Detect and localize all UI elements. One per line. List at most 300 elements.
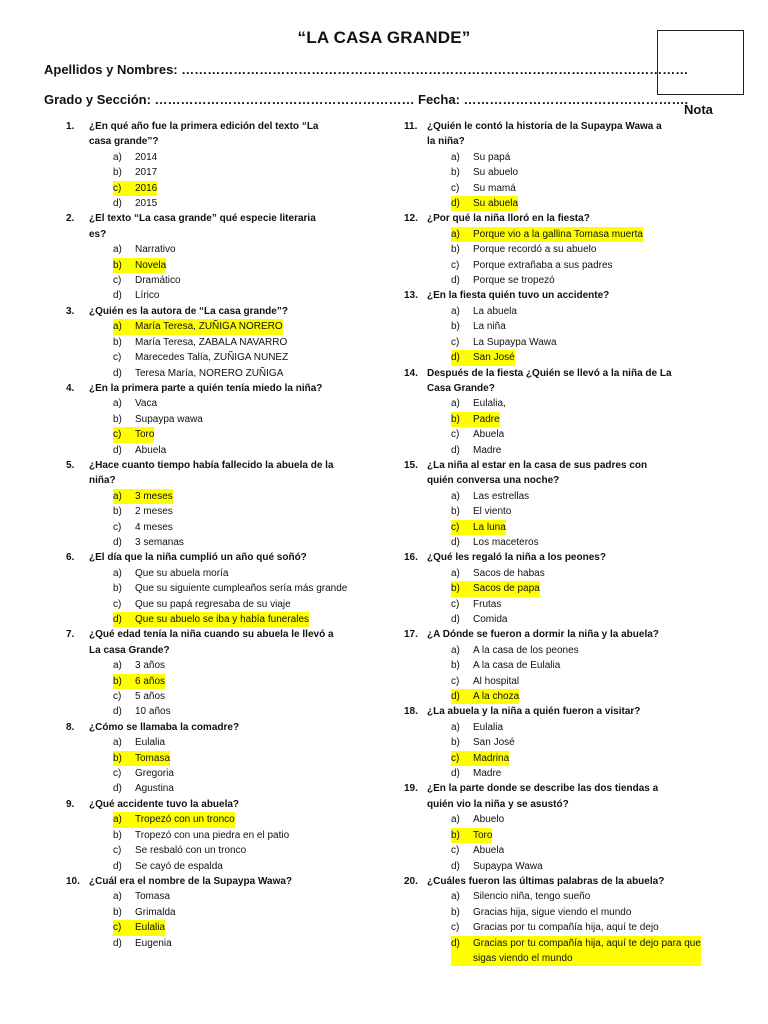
answer-option [66,335,366,350]
option-letter: d) [113,612,135,627]
question-text: ¿Qué les regaló la niña a los peones? [427,552,606,564]
question-text: ¿A Dónde se fueron a dormir la niña y la abuela? [427,629,659,641]
option-letter: a) [113,151,122,163]
option-letter: b) [451,321,460,333]
option-text: 2017 [135,167,158,179]
option-text: A la casa de los peones [473,644,579,656]
option-letter: c) [451,182,460,194]
option-letter: b) [113,167,122,179]
answer-option [66,273,366,288]
option-text: Su abuelo [473,167,519,179]
option-text: Que su abuelo se iba y había funerales [135,612,309,627]
option-letter: d) [451,350,473,365]
answer-option [66,566,366,581]
option-text: Agustina [135,783,174,795]
question [404,119,704,150]
answer-option [404,181,704,196]
answer-option [66,781,366,796]
answer-option [66,165,366,180]
option-text: Padre [473,412,500,427]
question-number: 19. [404,783,418,795]
answer-option [404,843,704,858]
question-number: 16. [404,552,418,564]
answer-option [404,566,704,581]
answer-option-highlighted [404,520,704,535]
answer-option [66,843,366,858]
option-text: Supaypa Wawa [473,860,543,872]
answer-option [404,427,704,442]
question-text: ¿Qué accidente tuvo la abuela? [89,798,240,810]
option-text: Que su papá regresaba de su viaje [135,598,291,610]
option-letter: c) [451,429,460,441]
option-text: A la casa de Eulalia [473,660,561,672]
option-letter: a) [113,812,135,827]
grade-label: Nota [684,102,713,117]
question [404,458,704,489]
option-text: Al hospital [473,675,520,687]
option-text: Gracias hija, sigue viendo el mundo [473,906,632,918]
answer-option [404,304,704,319]
answer-option [66,766,366,781]
option-text: Abuela [473,429,505,441]
option-text: Porque recordó a su abuelo [473,244,597,256]
answer-option [66,581,366,596]
option-letter: a) [451,398,460,410]
answer-option [404,489,704,504]
answer-option [66,242,366,257]
question-number: 14. [404,367,418,379]
option-letter: c) [113,181,135,196]
answer-option [404,920,704,935]
option-text: Sacos de papa [473,581,540,596]
option-letter: d) [451,444,460,456]
option-letter: b) [113,829,122,841]
option-letter: a) [451,721,460,733]
answer-option [66,597,366,612]
question-number: 13. [404,290,418,302]
option-letter: d) [113,706,122,718]
answer-option-highlighted [404,581,704,596]
answer-option [404,597,704,612]
option-text: 4 meses [135,521,173,533]
option-text: Los maceteros [473,536,539,548]
option-letter: c) [113,352,122,364]
option-text: 10 años [135,706,171,718]
question-text: ¿En la primera parte a quién tenía miedo la niña? [89,382,323,394]
option-text: Toro [135,427,154,442]
answer-option [66,350,366,365]
answer-option [404,443,704,458]
option-text: 2014 [135,151,158,163]
question [66,797,366,812]
answer-option [66,859,366,874]
question-number: 3. [66,305,75,317]
question [404,366,704,397]
option-text: Eulalia [473,721,504,733]
option-letter: b) [113,674,135,689]
option-text: La luna [473,520,506,535]
option-text: Eulalia, [473,398,506,410]
option-letter: b) [451,244,460,256]
option-letter: b) [113,583,122,595]
option-letter: c) [113,427,135,442]
answer-option-highlighted [404,689,704,704]
question-number: 9. [66,798,75,810]
option-text: Que su siguiente cumpleaños sería más grande [135,583,348,595]
option-letter: b) [113,413,122,425]
answer-option [66,520,366,535]
question-text: ¿Por qué la niña lloró en la fiesta? [427,213,590,225]
option-letter: a) [451,490,460,502]
option-letter: d) [113,444,122,456]
option-text: Porque se tropezó [473,275,555,287]
option-letter: a) [113,567,122,579]
option-letter: c) [113,691,122,703]
answer-option [404,905,704,920]
option-letter: c) [451,845,460,857]
option-letter: b) [451,412,473,427]
question [66,874,366,889]
question-text: ¿Cómo se llamaba la comadre? [89,721,240,733]
option-text: A la choza [473,689,519,704]
option-text: Eulalia [135,737,166,749]
answer-option-highlighted [404,350,704,365]
answer-option [66,196,366,211]
answer-option [404,674,704,689]
option-letter: d) [113,937,122,949]
answer-option-highlighted [404,227,704,242]
option-letter: a) [451,227,473,242]
option-text: Teresa María, NORERO ZUÑIGA [135,367,284,379]
option-text: María Teresa, ZUÑIGA NORERO [135,319,283,334]
option-text: Grimalda [135,906,176,918]
option-letter: d) [451,275,460,287]
option-letter: d) [451,614,460,625]
option-text: Su mamá [473,182,516,194]
question-number: 7. [66,629,75,641]
option-letter: d) [451,936,473,967]
option-letter: a) [113,660,122,672]
answer-option [404,150,704,165]
option-letter: c) [113,845,122,857]
option-text: 6 años [135,674,165,689]
answer-option-highlighted [66,751,366,766]
option-letter: b) [113,906,122,918]
question-text: ¿Cuáles fueron las últimas palabras de la abuela? [427,875,665,887]
option-letter: b) [451,828,473,843]
option-letter: d) [451,768,460,780]
option-letter: a) [113,737,122,749]
question [66,304,366,319]
question-text: ¿Qué edad tenía la niña cuando su abuela le llevó a La casa Grande? [89,629,334,656]
answer-option [404,396,704,411]
answer-option [404,504,704,519]
question [404,550,704,565]
answer-option-highlighted [66,812,366,827]
question [404,874,704,889]
grade-box [657,30,744,95]
answer-option [404,335,704,350]
option-text: Abuela [473,845,505,857]
option-letter: a) [113,244,122,256]
option-text: Que su abuela moría [135,567,229,579]
question-number: 4. [66,382,75,394]
option-letter: a) [451,151,460,163]
option-letter: c) [113,920,135,935]
option-text: Porque vio a la gallina Tomasa muerta [473,227,643,242]
option-text: Supaypa wawa [135,413,203,425]
option-text: La abuela [473,305,517,317]
option-text: 2015 [135,198,158,210]
question-text: ¿Quién es la autora de “La casa grande”? [89,305,288,317]
option-text: San José [473,737,515,749]
question-text: ¿El texto “La casa grande” qué especie literaria es? [89,213,316,240]
option-text: Narrativo [135,244,176,256]
option-letter: b) [451,506,460,518]
answer-option [404,658,704,673]
option-text: Su papá [473,151,511,163]
answer-option-highlighted [404,936,704,967]
option-text: Gracias por tu compañía hija, aquí te dejo [473,922,659,934]
option-text: Se resbaló con un tronco [135,845,247,857]
answer-option-highlighted [66,920,366,935]
option-letter: c) [451,751,473,766]
date-line: Fecha: ……………………………………………. [418,92,689,107]
option-text: 3 años [135,660,166,672]
option-letter: d) [113,290,122,302]
answer-option-highlighted [66,427,366,442]
question-text: Después de la fiesta ¿Quién se llevó a la niña de La Casa Grande? [427,367,672,394]
answer-option [404,242,704,257]
option-text: El viento [473,506,512,518]
option-text: Eugenia [135,937,172,949]
question-number: 1. [66,121,75,132]
option-letter: c) [451,675,460,687]
answer-option-highlighted [66,258,366,273]
answer-option [66,704,366,719]
question [404,288,704,303]
option-text: Tomasa [135,751,170,766]
option-text: Toro [473,828,492,843]
answer-option [66,150,366,165]
question-number: 20. [404,875,418,887]
question [404,704,704,719]
answer-option [66,889,366,904]
question-number: 8. [66,721,75,733]
question-number: 6. [66,552,75,564]
option-letter: d) [451,536,460,548]
answer-option [404,319,704,334]
option-letter: c) [113,598,122,610]
option-letter: b) [113,336,122,348]
option-text: Las estrellas [473,490,530,502]
question [66,720,366,735]
option-text: San José [473,350,515,365]
answer-option-highlighted [404,828,704,843]
answer-option [404,612,704,627]
question-number: 2. [66,213,75,225]
question-number: 15. [404,459,418,471]
answer-option [404,812,704,827]
option-letter: c) [451,598,460,610]
document-title: “LA CASA GRANDE” [297,28,471,47]
option-letter: a) [113,489,135,504]
option-text: Vaca [135,398,158,410]
option-letter: c) [451,922,460,934]
option-text: La Supaypa Wawa [473,336,557,348]
option-text: La niña [473,321,506,333]
question-text: ¿La niña al estar en la casa de sus padres con quién conversa una noche? [427,459,648,487]
option-text: 2 meses [135,506,173,518]
option-text: Dramático [135,275,181,287]
question-number: 10. [66,875,80,887]
question-text: ¿En la fiesta quién tuvo un accidente? [427,290,610,302]
option-letter: b) [451,581,473,596]
option-letter: c) [451,259,460,271]
question-number: 5. [66,459,75,471]
answer-option [66,366,366,381]
option-letter: c) [451,336,460,348]
answer-option [66,504,366,519]
question-number: 12. [404,213,418,225]
option-text: Comida [473,614,508,625]
option-text: Novela [135,258,166,273]
option-text: Silencio niña, tengo sueño [473,891,591,903]
option-text: Abuelo [473,814,505,826]
question [66,550,366,565]
option-text: Porque extrañaba a sus padres [473,259,613,271]
option-text: 2016 [135,181,157,196]
answer-option-highlighted [404,412,704,427]
answer-option [66,535,366,550]
option-letter: c) [113,768,122,780]
question [66,211,366,242]
grade-section-line: Grado y Sección: …………………………………………………… [44,92,415,107]
option-text: Frutas [473,598,502,610]
answer-option [66,412,366,427]
option-text: Su abuela [473,196,518,211]
option-letter: d) [113,783,122,795]
question-text: ¿Hace cuanto tiempo había fallecido la abuela de la niña? [89,459,334,487]
option-letter: a) [113,319,135,334]
question-number: 17. [404,629,418,641]
option-text: Tropezó con una piedra en el patio [135,829,290,841]
option-letter: a) [451,644,460,656]
option-letter: a) [451,567,460,579]
question [66,119,366,150]
option-letter: d) [113,536,122,548]
option-text: Marecedes Talía, ZUÑIGA NUNEZ [135,352,289,364]
option-letter: b) [451,167,460,179]
answer-option [404,643,704,658]
answer-option-highlighted [404,196,704,211]
option-letter: a) [451,891,460,903]
option-letter: d) [113,367,122,379]
option-text: María Teresa, ZABALA NAVARRO [135,336,288,348]
name-line: Apellidos y Nombres: ……………………………………………………………………………………………………… [44,62,689,77]
questions-left-column [66,119,366,951]
answer-option [404,889,704,904]
answer-option-highlighted [404,751,704,766]
option-letter: c) [113,275,122,287]
option-text: Madre [473,444,502,456]
option-letter: d) [451,196,473,211]
option-letter: b) [113,258,135,273]
question [66,458,366,489]
answer-option [66,905,366,920]
option-letter: d) [113,198,122,210]
answer-option [404,720,704,735]
answer-option [66,735,366,750]
answer-option [404,273,704,288]
answer-option-highlighted [66,612,366,627]
option-text: Lírico [135,290,160,302]
option-text: Tomasa [135,891,171,903]
option-letter: a) [113,398,122,410]
question [66,627,366,658]
option-letter: b) [451,906,460,918]
question-text: ¿En qué año fue la primera edición del texto “La casa grande”? [89,121,319,148]
answer-option [404,535,704,550]
answer-option-highlighted [66,674,366,689]
question-text: ¿El día que la niña cumplió un año qué soñó? [89,552,307,564]
option-letter: b) [451,660,460,672]
answer-option [66,936,366,951]
option-text: 5 años [135,691,166,703]
option-text: Gregoria [135,768,174,780]
option-letter: a) [451,814,460,826]
answer-option-highlighted [66,319,366,334]
option-letter: d) [451,860,460,872]
option-text: 3 meses [135,489,173,504]
option-letter: c) [113,521,122,533]
answer-option [66,443,366,458]
option-text: Gracias por tu compañía hija, aquí te dejo para que sigas viendo el mundo [473,936,701,967]
option-text: 3 semanas [135,536,184,548]
option-letter: a) [451,305,460,317]
answer-option [404,735,704,750]
answer-option-highlighted [66,181,366,196]
question [404,781,704,812]
answer-option [404,165,704,180]
questions-right-column [404,119,704,966]
question [404,627,704,642]
answer-option [404,258,704,273]
question-text: ¿En la parte donde se describe las dos tiendas a quién vio la niña y se asustó? [427,783,659,810]
question-text: ¿Cuál era el nombre de la Supaypa Wawa? [89,875,293,887]
answer-option [66,288,366,303]
option-text: Abuela [135,444,167,456]
option-text: Se cayó de espalda [135,860,223,872]
option-letter: b) [113,506,122,518]
answer-option [66,658,366,673]
question-number: 18. [404,706,418,718]
question [404,211,704,226]
option-letter: c) [451,520,473,535]
option-text: Tropezó con un tronco [135,812,235,827]
option-text: Sacos de habas [473,567,545,579]
option-letter: b) [113,751,135,766]
question [66,381,366,396]
question-text: ¿La abuela y la niña a quién fueron a visitar? [427,706,641,718]
answer-option [66,828,366,843]
option-text: Eulalia [135,920,165,935]
answer-option [404,859,704,874]
question-text: ¿Quién le contó la historia de la Supaypa Wawa a la niña? [427,121,662,148]
question-number: 11. [404,121,418,132]
answer-option [66,396,366,411]
option-letter: b) [451,737,460,749]
